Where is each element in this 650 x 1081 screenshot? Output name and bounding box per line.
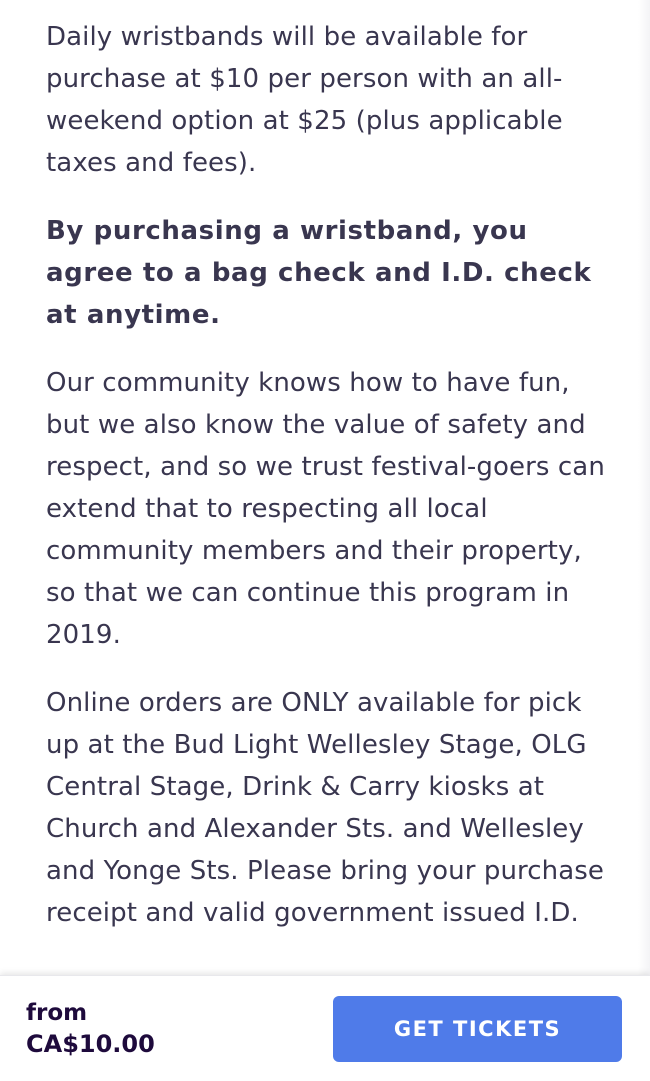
price-summary: [26, 998, 155, 1060]
get-tickets-button[interactable]: GET TICKETS: [333, 996, 622, 1062]
description-paragraph-bag-check: By purchasing a wristband, you agree to a bag check and I.D. check at anytime.: [46, 216, 592, 330]
price-prefix: from: [26, 1000, 88, 1026]
ticket-footer-bar: [0, 975, 650, 1081]
event-description: [46, 16, 606, 960]
description-paragraph-pickup: Online orders are ONLY available for pick up at the Bud Light Wellesley Stage, OLG Central Stage, Drink & Carry kiosks at Church and Alexander Sts. and Wellesley and Yonge Sts. Please bring your purchase receipt and valid government issued I.D.: [46, 688, 605, 928]
description-paragraph-pricing: Daily wristbands will be available for purchase at $10 per person with an all-weekend option at $25 (plus applicable taxes and fees).: [46, 22, 563, 178]
description-paragraph-community: Our community knows how to have fun, but we also know the value of safety and respect, and so we trust festival-goers can extend that to respecting all local community members and their property, so that we can continue this program in 2019.: [46, 368, 605, 650]
scrollbar-track[interactable]: [638, 0, 650, 975]
price-value: CA$10.00: [26, 1030, 155, 1058]
